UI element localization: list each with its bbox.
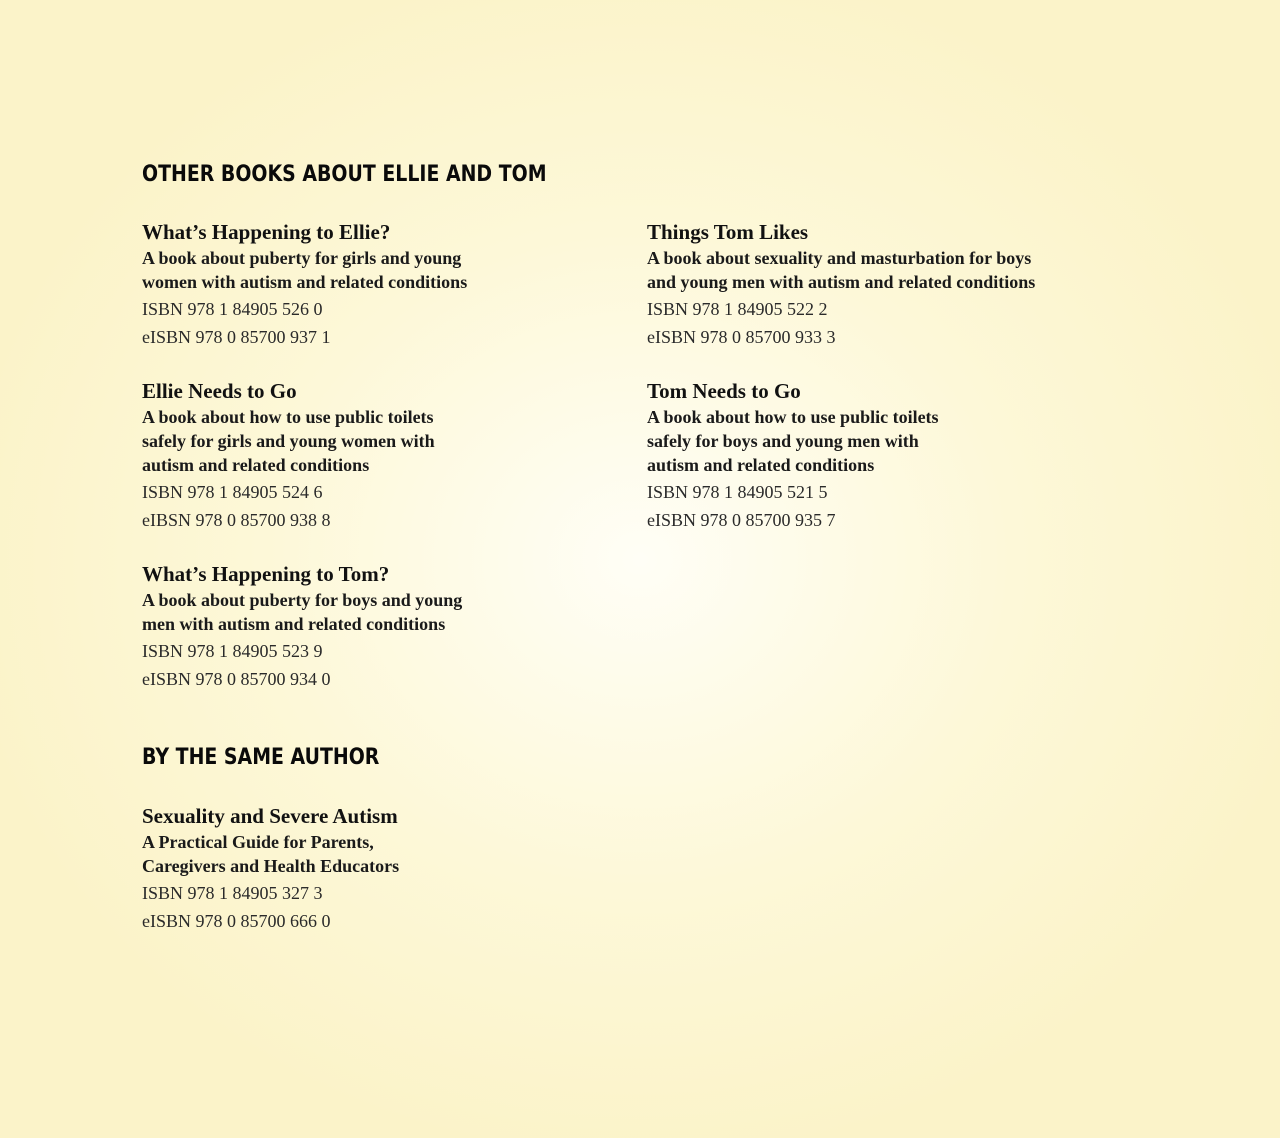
book-description: [142, 405, 612, 477]
book-eisbn: eISBN 978 0 85700 934 0: [142, 668, 331, 689]
book-description-line: A book about puberty for girls and young: [142, 248, 462, 268]
book-title: Ellie Needs to Go: [142, 379, 297, 403]
book-entry-sexuality-and-severe-autism: [142, 802, 612, 935]
book-isbn: ISBN 978 1 84905 523 9: [142, 641, 323, 661]
book-isbn: ISBN 978 1 84905 526 0: [142, 299, 323, 319]
book-description-line: autism and related conditions: [647, 455, 875, 475]
book-entry-tom-needs-to-go: [647, 377, 1117, 534]
book-description-line: A book about how to use public toilets: [647, 407, 939, 427]
book-eisbn: eISBN 978 0 85700 933 3: [647, 326, 836, 347]
book-isbn: ISBN 978 1 84905 327 3: [142, 883, 323, 903]
section-heading-same-author: BY THE SAME AUTHOR: [142, 745, 380, 770]
book-title: Tom Needs to Go: [647, 379, 801, 403]
book-description: [142, 246, 612, 294]
book-description-line: autism and related conditions: [142, 455, 370, 475]
book-description-line: men with autism and related conditions: [142, 614, 446, 634]
book-isbn: ISBN 978 1 84905 521 5: [647, 482, 828, 502]
book-eisbn: eISBN 978 0 85700 666 0: [142, 910, 331, 931]
book-description-line: A Practical Guide for Parents,: [142, 832, 374, 852]
book-title: Sexuality and Severe Autism: [142, 804, 398, 828]
book-eisbn: eISBN 978 0 85700 935 7: [647, 509, 836, 530]
book-description-line: A book about puberty for boys and young: [142, 590, 463, 610]
book-description-line: A book about sexuality and masturbation for boys: [647, 248, 1032, 268]
book-eisbn: eISBN 978 0 85700 937 1: [142, 326, 331, 347]
section-heading-other-books: OTHER BOOKS ABOUT ELLIE AND TOM: [142, 162, 547, 187]
book-title: Things Tom Likes: [647, 220, 809, 244]
book-entry-ellie-needs-to-go: [142, 377, 612, 534]
book-title: What’s Happening to Ellie?: [142, 220, 391, 244]
book-entry-whats-happening-to-ellie: [142, 218, 612, 351]
book-description-line: A book about how to use public toilets: [142, 407, 434, 427]
book-entry-whats-happening-to-tom: [142, 560, 612, 693]
book-title: What’s Happening to Tom?: [142, 562, 390, 586]
book-isbn: ISBN 978 1 84905 524 6: [142, 482, 323, 502]
book-description: [647, 405, 1117, 477]
book-description-line: women with autism and related conditions: [142, 272, 468, 292]
book-isbn: ISBN 978 1 84905 522 2: [647, 299, 828, 319]
book-description-line: safely for boys and young men with: [647, 431, 919, 451]
book-description-line: safely for girls and young women with: [142, 431, 435, 451]
book-eisbn: eIBSN 978 0 85700 938 8: [142, 509, 331, 530]
book-description: [142, 588, 612, 636]
book-description: [142, 830, 612, 878]
book-description-line: and young men with autism and related conditions: [647, 272, 1036, 292]
book-description-line: Caregivers and Health Educators: [142, 856, 400, 876]
book-entry-things-tom-likes: [647, 218, 1117, 351]
book-description: [647, 246, 1117, 294]
